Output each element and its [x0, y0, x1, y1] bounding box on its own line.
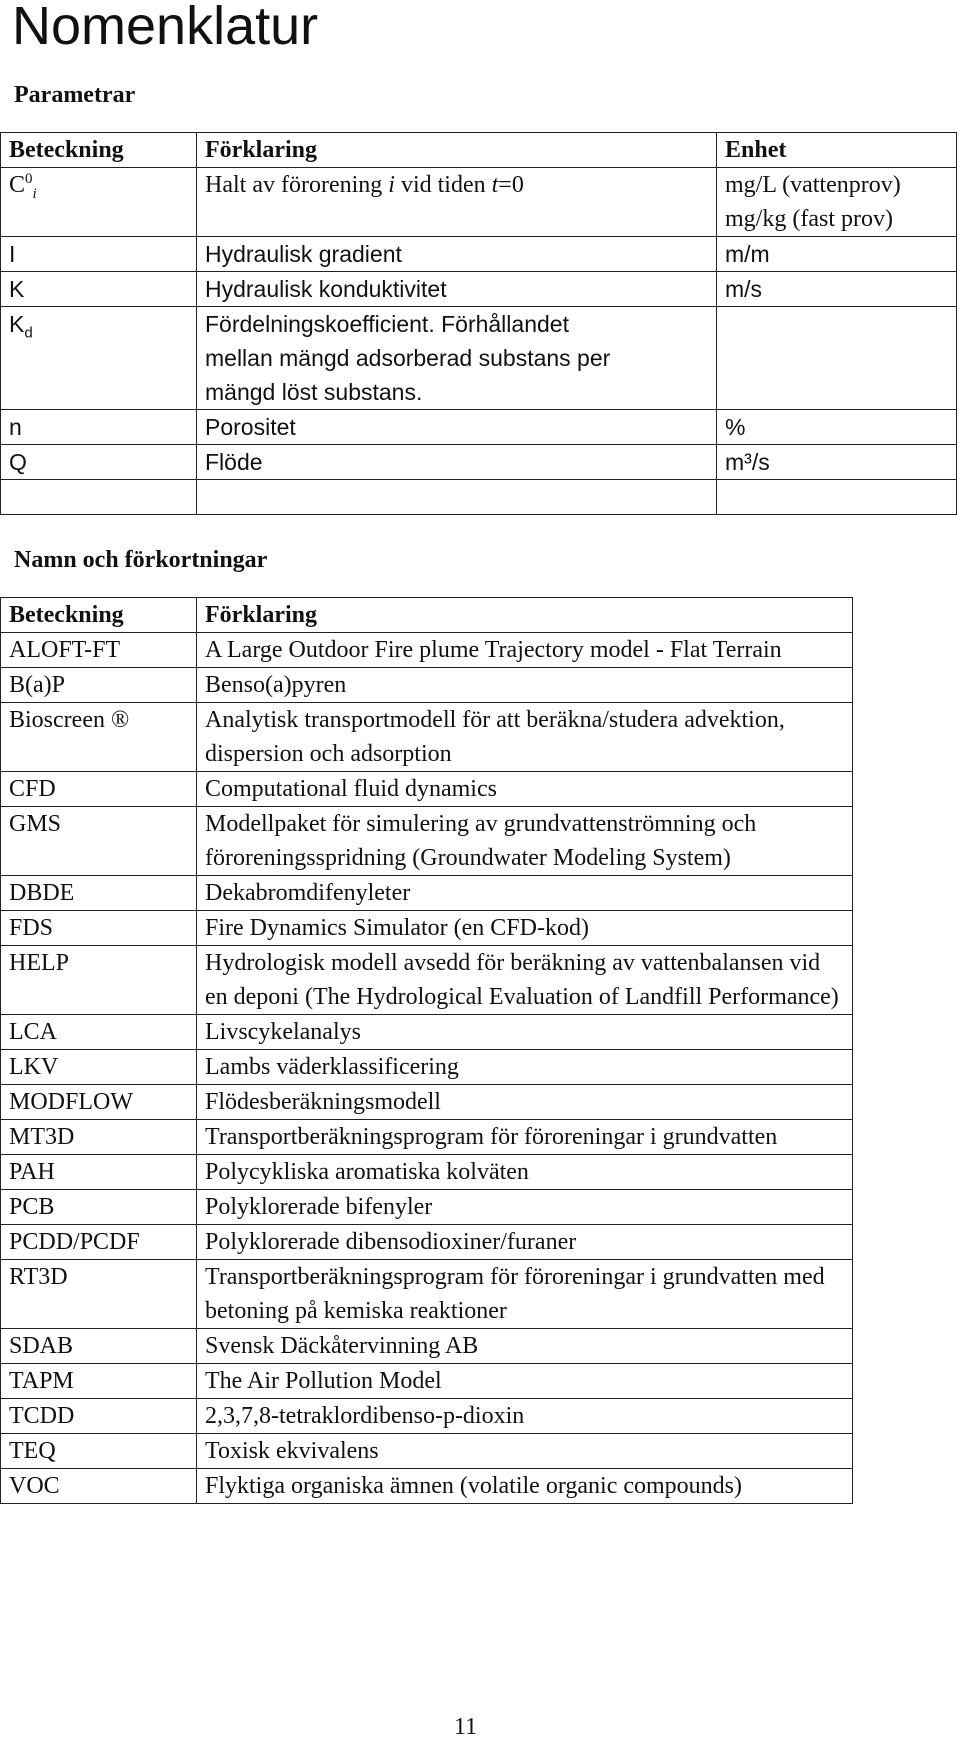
table-row [1, 1050, 853, 1085]
abbreviation-cell: TEQ [1, 1434, 197, 1469]
table-row [1, 168, 957, 237]
description-cell: Fördelningskoefficient. Förhållandet mellan mängd adsorberad substans per mängd löst substans. [197, 307, 717, 410]
abbreviation-cell: ALOFT-FT [1, 633, 197, 668]
description-cell: Polycykliska aromatiska kolväten [197, 1155, 853, 1190]
header-beteckning: Beteckning [1, 133, 197, 168]
unit-cell [717, 307, 957, 410]
unit-cell: m/m [717, 237, 957, 272]
description-cell: Polyklorerade bifenyler [197, 1190, 853, 1225]
table-row [1, 1225, 853, 1260]
symbol-cell: $K_d$ [1, 307, 197, 410]
table-row [1, 1260, 853, 1329]
description-cell: Computational fluid dynamics [197, 772, 853, 807]
description-cell: Hydraulisk konduktivitet [197, 272, 717, 307]
abbreviation-cell: VOC [1, 1469, 197, 1504]
table-row [1, 1469, 853, 1504]
description-cell: Livscykelanalys [197, 1015, 853, 1050]
abbreviation-cell: SDAB [1, 1329, 197, 1364]
symbol-cell: Q [1, 445, 197, 480]
unit-cell: mg/L (vattenprov) mg/kg (fast prov) [717, 168, 957, 237]
table-row [1, 703, 853, 772]
table-header-row [1, 133, 957, 168]
unit-cell: % [717, 410, 957, 445]
description-cell: Benso(a)pyren [197, 668, 853, 703]
table-row [1, 1399, 853, 1434]
abbreviation-cell: HELP [1, 946, 197, 1015]
empty-cell [1, 480, 197, 515]
page-title: Nomenklatur [12, 0, 319, 56]
empty-cell [717, 480, 957, 515]
table-row [1, 807, 853, 876]
table-row [1, 1190, 853, 1225]
unit-cell: m³/s [717, 445, 957, 480]
description-cell: Hydrologisk modell avsedd för beräkning av vattenbalansen vid en deponi (The Hydrological Evaluation of Landfill Performance) [197, 946, 853, 1015]
table-row [1, 1364, 853, 1399]
abbreviation-cell: GMS [1, 807, 197, 876]
parametrar-table [0, 132, 957, 515]
abbreviation-cell: Bioscreen ® [1, 703, 197, 772]
abbreviation-cell: LCA [1, 1015, 197, 1050]
header-forklaring: Förklaring [197, 133, 717, 168]
description-cell: Fire Dynamics Simulator (en CFD-kod) [197, 911, 853, 946]
table-row [1, 772, 853, 807]
symbol-cell: I [1, 237, 197, 272]
table-row [1, 410, 957, 445]
symbol-cell: $C^0_i$ [1, 168, 197, 237]
table-row [1, 1085, 853, 1120]
abbreviation-cell: PCB [1, 1190, 197, 1225]
table-row [1, 1434, 853, 1469]
description-cell: Halt av förorening i vid tiden t=0 [197, 168, 717, 237]
abbreviation-cell: MT3D [1, 1120, 197, 1155]
abbreviation-cell: LKV [1, 1050, 197, 1085]
abbreviation-cell: TCDD [1, 1399, 197, 1434]
description-cell: Flödesberäkningsmodell [197, 1085, 853, 1120]
abbreviation-cell: CFD [1, 772, 197, 807]
description-cell: Modellpaket för simulering av grundvattenströmning och föroreningsspridning (Groundwater Modeling System) [197, 807, 853, 876]
abbreviation-cell: FDS [1, 911, 197, 946]
description-cell: Toxisk ekvivalens [197, 1434, 853, 1469]
abbreviation-cell: B(a)P [1, 668, 197, 703]
table-row [1, 445, 957, 480]
abbreviation-cell: RT3D [1, 1260, 197, 1329]
description-cell: The Air Pollution Model [197, 1364, 853, 1399]
symbol-cell: K [1, 272, 197, 307]
description-cell: Flöde [197, 445, 717, 480]
table-row [1, 946, 853, 1015]
namn-heading: Namn och förkortningar [14, 547, 268, 573]
header-forklaring: Förklaring [197, 598, 853, 633]
table-row [1, 1120, 853, 1155]
description-cell: Polyklorerade dibensodioxiner/furaner [197, 1225, 853, 1260]
description-cell: Porositet [197, 410, 717, 445]
description-cell: Transportberäkningsprogram för föroreningar i grundvatten [197, 1120, 853, 1155]
namn-table [0, 597, 853, 1504]
empty-row [1, 480, 957, 515]
abbreviation-cell: PAH [1, 1155, 197, 1190]
table-row [1, 876, 853, 911]
table-row [1, 272, 957, 307]
table-row [1, 307, 957, 410]
abbreviation-cell: MODFLOW [1, 1085, 197, 1120]
description-cell: Hydraulisk gradient [197, 237, 717, 272]
description-cell: Dekabromdifenyleter [197, 876, 853, 911]
description-cell: Analytisk transportmodell för att beräkna/studera advektion, dispersion och adsorption [197, 703, 853, 772]
abbreviation-cell: TAPM [1, 1364, 197, 1399]
description-cell: Svensk Däckåtervinning AB [197, 1329, 853, 1364]
table-row [1, 633, 853, 668]
table-row [1, 1155, 853, 1190]
description-cell: Transportberäkningsprogram för föroreningar i grundvatten med betoning på kemiska reaktioner [197, 1260, 853, 1329]
header-enhet: Enhet [717, 133, 957, 168]
table-row [1, 1329, 853, 1364]
table-header-row [1, 598, 853, 633]
table-row [1, 1015, 853, 1050]
table-row [1, 668, 853, 703]
unit-cell: m/s [717, 272, 957, 307]
table-row [1, 237, 957, 272]
description-cell: Lambs väderklassificering [197, 1050, 853, 1085]
table-row [1, 911, 853, 946]
description-cell: 2,3,7,8-tetraklordibenso-p-dioxin [197, 1399, 853, 1434]
page-number: 11 [454, 1714, 478, 1740]
header-beteckning: Beteckning [1, 598, 197, 633]
empty-cell [197, 480, 717, 515]
abbreviation-cell: PCDD/PCDF [1, 1225, 197, 1260]
description-cell: Flyktiga organiska ämnen (volatile organic compounds) [197, 1469, 853, 1504]
abbreviation-cell: DBDE [1, 876, 197, 911]
symbol-cell: n [1, 410, 197, 445]
parametrar-heading: Parametrar [14, 82, 136, 108]
description-cell: A Large Outdoor Fire plume Trajectory model - Flat Terrain [197, 633, 853, 668]
